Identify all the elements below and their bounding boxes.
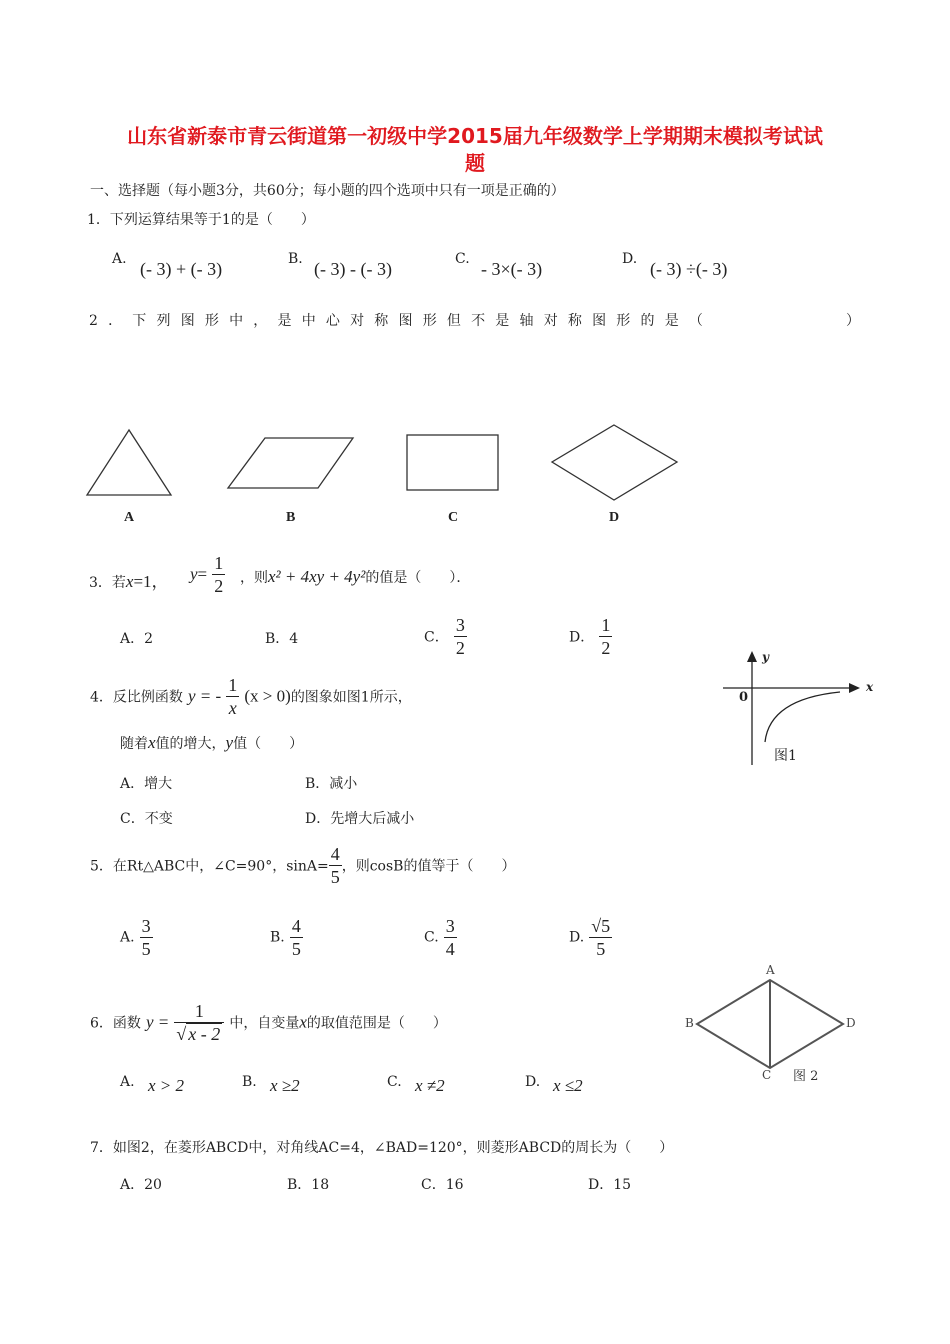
q4-line2-post: 值（ ） bbox=[233, 736, 304, 752]
q2-stem-close: ） bbox=[846, 313, 860, 329]
q2-label-c: C bbox=[448, 510, 459, 525]
fig1-y-label: y bbox=[762, 650, 769, 664]
q1-option-b-expr: (- 3) - (- 3) bbox=[314, 259, 392, 279]
q1-option-a-expr: (- 3) + (- 3) bbox=[140, 259, 223, 279]
q6-option-c-letter: C. bbox=[387, 1074, 402, 1090]
q5-option-a-num: 3 bbox=[141, 916, 151, 936]
q3-option-d-den: 2 bbox=[601, 638, 611, 658]
fig2-label-c: C bbox=[762, 1068, 772, 1082]
fig1-origin-label: 0 bbox=[739, 690, 749, 705]
q2-label-a: A bbox=[124, 510, 135, 525]
q3-option-a-letter: A． bbox=[120, 631, 145, 647]
q5-post: ，则cosB的值等于（ ） bbox=[341, 858, 516, 875]
q7-option-d: D．15 bbox=[588, 1177, 632, 1193]
q1-option-a-letter: A. bbox=[112, 251, 127, 267]
q4-option-c: C．不变 bbox=[120, 811, 173, 827]
q3-option-d-letter: D． bbox=[569, 629, 595, 646]
q1-option-d-letter: D. bbox=[622, 251, 638, 267]
q5-option-a-den: 5 bbox=[141, 939, 151, 959]
q3-option-c-num: 3 bbox=[455, 615, 465, 635]
q4-frac-den: x bbox=[228, 698, 237, 718]
q3-option-c-letter: C． bbox=[424, 629, 449, 646]
q4-condition: (x > 0) bbox=[244, 686, 291, 706]
q4-option-b: B．减小 bbox=[305, 776, 358, 792]
section-heading: 一、选择题（每小题3分，共60分；每小题的四个选项中只有一项是正确的） bbox=[90, 183, 565, 199]
q1-option-c-expr: - 3×(- 3) bbox=[481, 259, 543, 279]
page-title-line2: 题 bbox=[465, 151, 485, 175]
q4-frac-num: 1 bbox=[228, 675, 238, 695]
q5-option-d-num: √5 bbox=[591, 916, 611, 936]
q5-option-b-num: 4 bbox=[291, 916, 301, 936]
q3-eq: = bbox=[197, 564, 208, 584]
q6-radicand: x - 2 bbox=[188, 1024, 221, 1044]
q3-eq1: =1， bbox=[133, 572, 169, 591]
fig2-label-b: B bbox=[685, 1016, 694, 1030]
q6-frac-den: √ x - 2 bbox=[176, 1024, 221, 1044]
q6-frac-num: 1 bbox=[174, 1000, 224, 1023]
q5-option-d-den: 5 bbox=[596, 939, 606, 959]
q1-option-b-letter: B. bbox=[288, 251, 303, 267]
q3-mid: ，则 bbox=[240, 570, 268, 586]
q5-option-d-letter: D. bbox=[569, 929, 585, 946]
q2-label-b: B bbox=[286, 510, 296, 525]
q1-option-c-letter: C. bbox=[455, 251, 470, 267]
q6-option-b-letter: B. bbox=[242, 1074, 257, 1090]
q6-option-d-expr: x ≤2 bbox=[553, 1076, 583, 1095]
q3-option-d-num: 1 bbox=[601, 615, 611, 635]
q5-option-b-den: 5 bbox=[291, 939, 301, 959]
q5-frac-den: 5 bbox=[330, 867, 340, 887]
q6-option-d-letter: D. bbox=[525, 1074, 541, 1090]
q4-option-a: A．增大 bbox=[120, 776, 173, 792]
q1-option-d-expr: (- 3) ÷(- 3) bbox=[650, 259, 728, 279]
q6-post: 的取值范围是（ ） bbox=[306, 1015, 447, 1032]
q4-line2-mid: 值的增大， bbox=[155, 736, 226, 752]
q2-stem: 2．下列图形中，是中心对称图形但不是轴对称图形的是（ bbox=[89, 313, 714, 329]
fig1-x-label: x bbox=[866, 680, 874, 694]
fig1-caption: 图1 bbox=[774, 748, 797, 764]
q3-post: 的值是（ ）． bbox=[365, 570, 471, 586]
q6-option-b-expr: x ≥2 bbox=[270, 1076, 300, 1095]
q3-option-c-den: 2 bbox=[455, 638, 465, 658]
q3-option-b-value: 4 bbox=[289, 631, 299, 647]
q6-option-c-expr: x ≠2 bbox=[415, 1076, 445, 1095]
page-title-line1: 山东省新泰市青云街道第一初级中学2015届九年级数学上学期期末模拟考试试 bbox=[127, 124, 823, 148]
q6-option-a-expr: x > 2 bbox=[148, 1076, 185, 1095]
q7-option-c: C．16 bbox=[421, 1177, 464, 1193]
q7-option-b: B．18 bbox=[287, 1177, 330, 1193]
q5-prefix: 5．在Rt△ABC中，∠C=90°，sinA= bbox=[90, 858, 329, 875]
q5-option-b-letter: B. bbox=[270, 929, 285, 946]
q5-frac-num: 4 bbox=[330, 844, 340, 864]
q3-expression: x² + 4xy + 4y² bbox=[268, 567, 366, 586]
q4-option-d: D．先增大后减小 bbox=[305, 811, 415, 827]
q3-prefix: 3．若 bbox=[89, 575, 126, 591]
q1-stem: 1．下列运算结果等于1的是（ ） bbox=[87, 212, 315, 228]
q3-frac-num: 1 bbox=[214, 553, 224, 573]
q3-option-b-letter: B． bbox=[265, 631, 290, 647]
q4-lhs: y = - bbox=[188, 686, 222, 706]
q5-option-c-den: 4 bbox=[445, 939, 455, 959]
fig2-label-d: D bbox=[846, 1016, 856, 1030]
q5-option-c-num: 3 bbox=[445, 916, 455, 936]
q6-mid: 中，自变量 bbox=[229, 1015, 300, 1032]
q5-option-c-letter: C. bbox=[424, 929, 439, 946]
q3-var-x: x bbox=[125, 572, 134, 591]
q6-lhs: y = bbox=[146, 1012, 170, 1032]
q4-prefix: 4．反比例函数 bbox=[90, 689, 183, 706]
q5-option-a-letter: A. bbox=[120, 929, 135, 946]
q3-option-a-value: 2 bbox=[144, 631, 154, 647]
fig2-label-a: A bbox=[766, 963, 775, 977]
q4-line2-y: y bbox=[225, 733, 234, 752]
q3-frac-den: 2 bbox=[214, 576, 224, 596]
q3-var-y: y bbox=[190, 564, 198, 584]
q6-option-a-letter: A. bbox=[120, 1074, 135, 1090]
q7-option-a: A．20 bbox=[120, 1177, 162, 1193]
q6-prefix: 6．函数 bbox=[90, 1015, 141, 1032]
q4-post: 的图象如图1所示， bbox=[290, 689, 412, 706]
q4-line2-pre: 随着 bbox=[120, 736, 148, 752]
q2-label-d: D bbox=[609, 510, 620, 525]
q4-line2-x: x bbox=[148, 733, 156, 752]
q6-var-x: x bbox=[299, 1012, 307, 1032]
fig2-caption: 图 2 bbox=[793, 1069, 819, 1084]
q7-stem: 7．如图2，在菱形ABCD中，对角线AC=4，∠BAD=120°，则菱形ABCD的周长为（ ） bbox=[90, 1140, 674, 1156]
